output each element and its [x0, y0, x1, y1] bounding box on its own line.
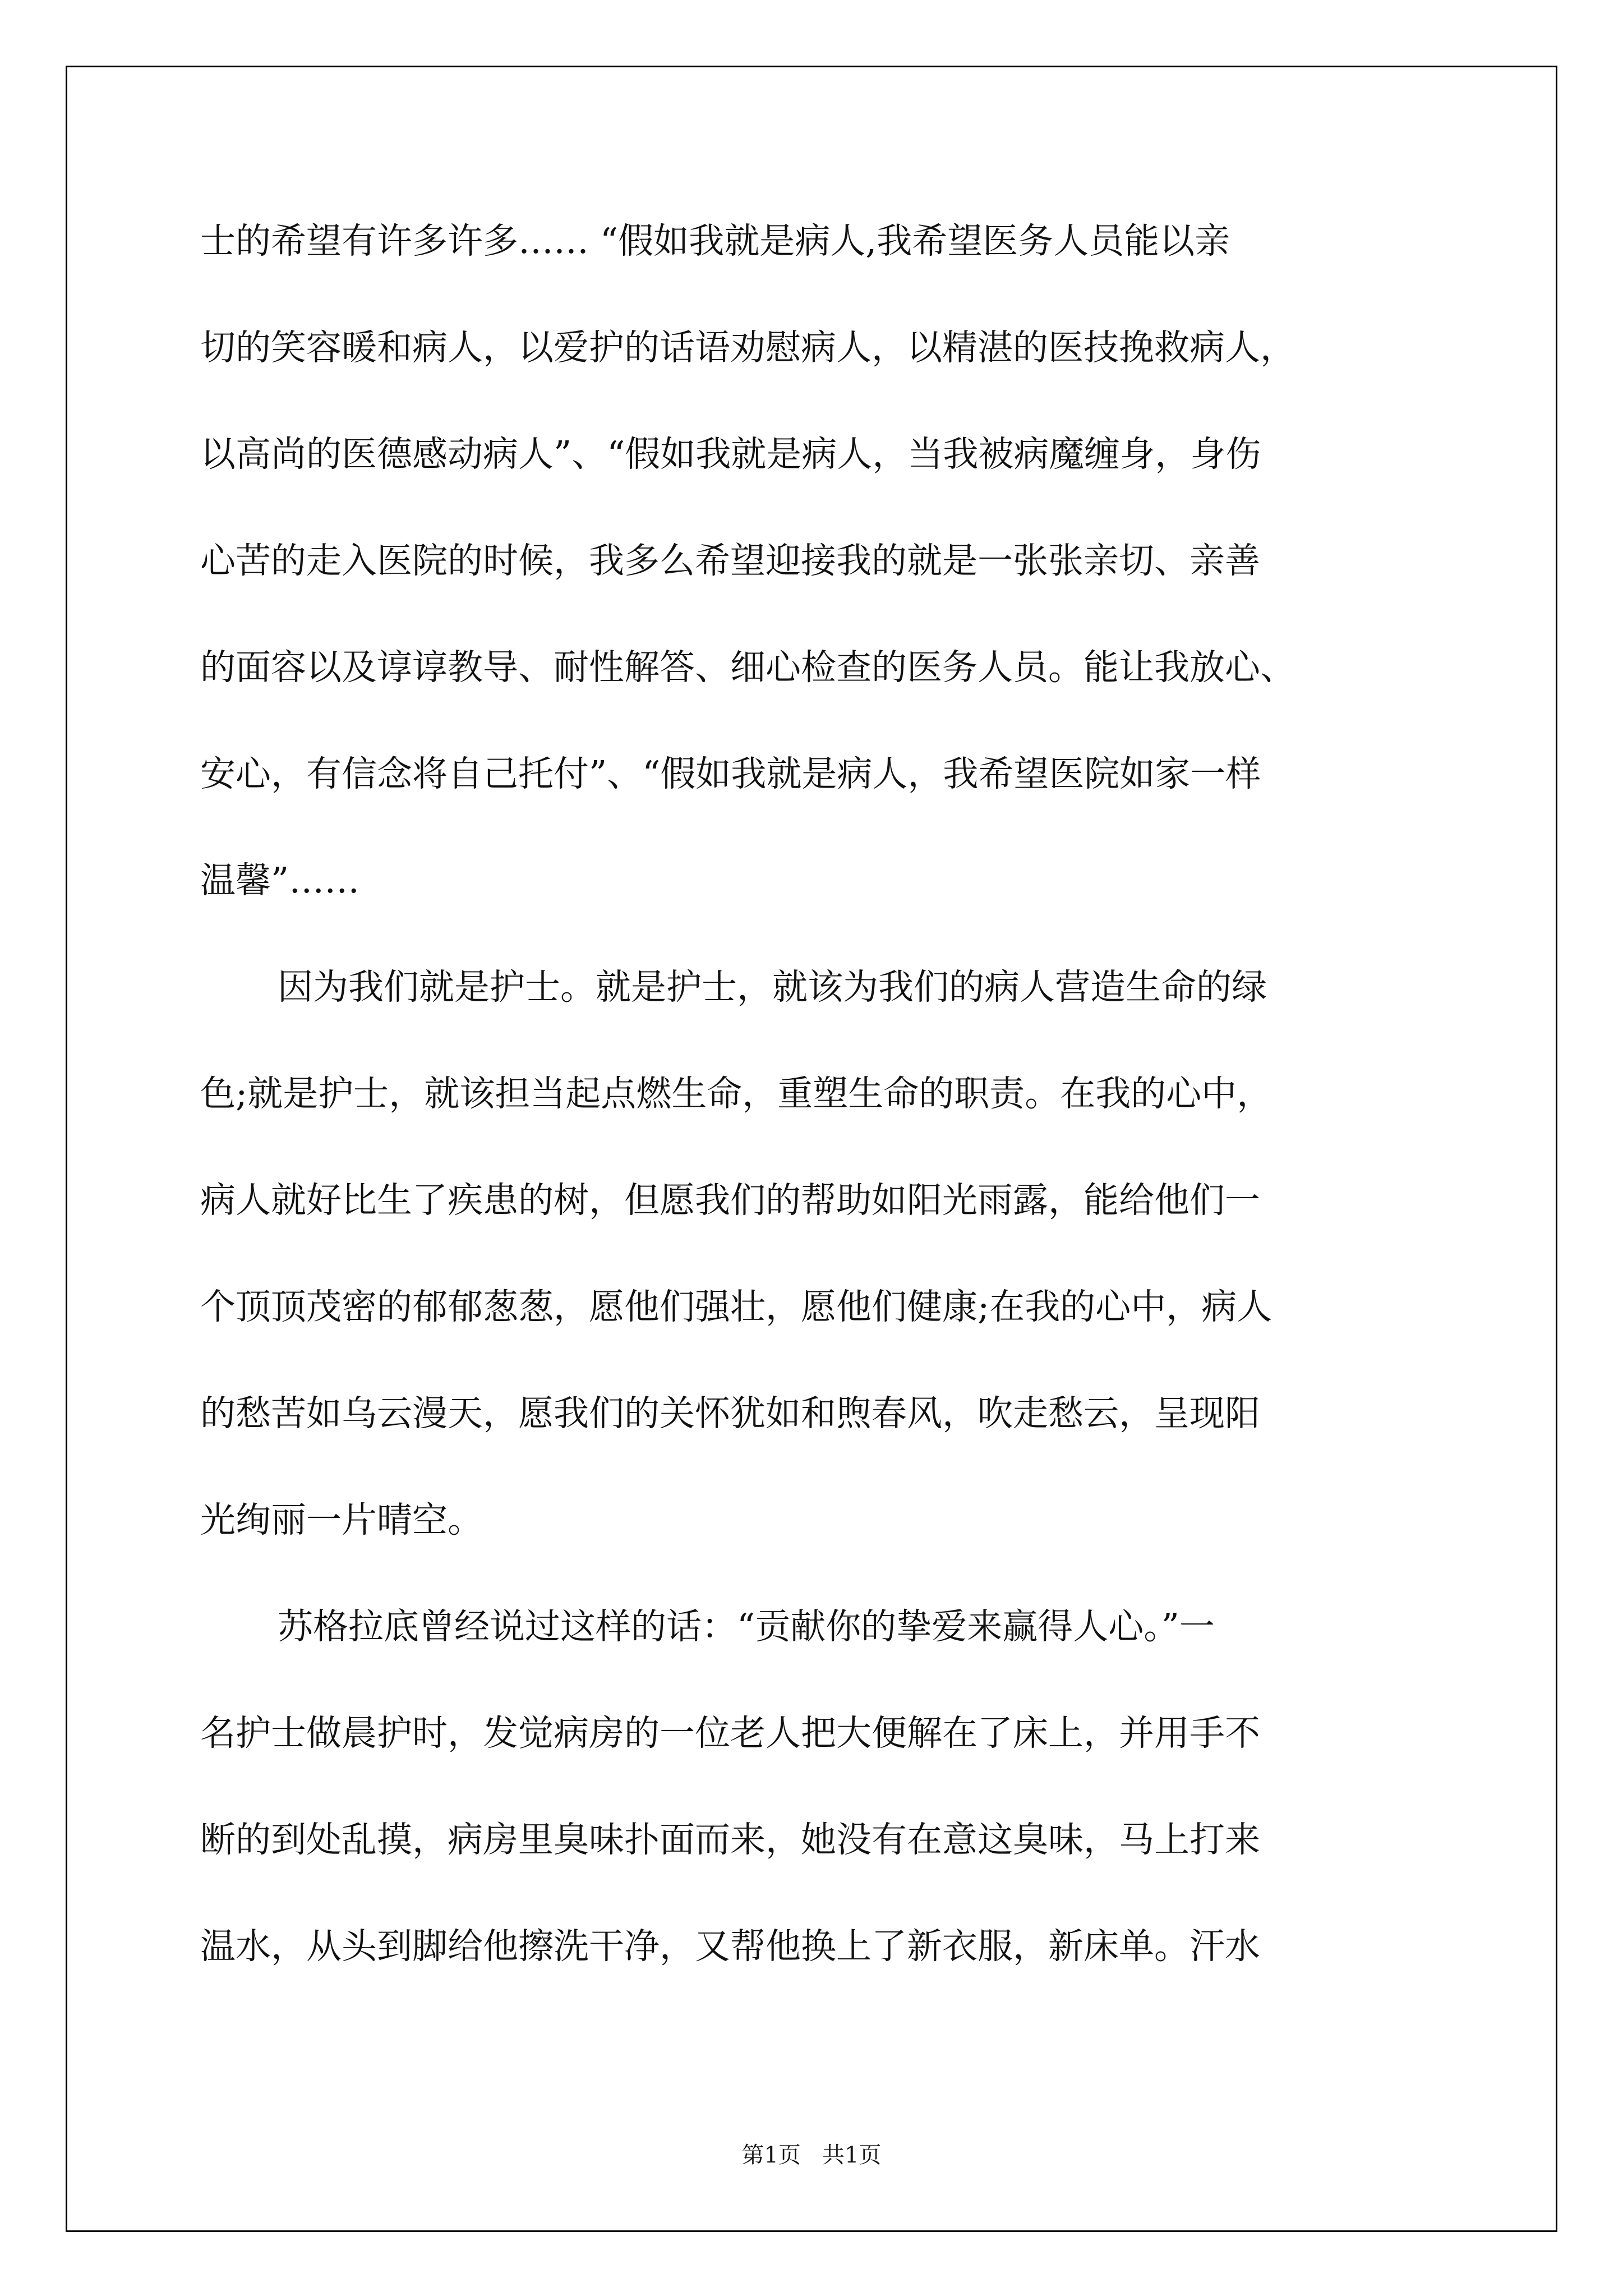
text-line: 的面容以及谆谆教导、耐性解答、细心检查的医务人员。能让我放心、	[200, 647, 1295, 688]
text-line: 的愁苦如乌云漫天，愿我们的关怀犹如和煦春风，吹走愁云，呈现阳	[200, 1393, 1260, 1434]
text-line: 色;就是护士，就该担当起点燃生命，重塑生命的职责。在我的心中，	[200, 1073, 1272, 1114]
document-body	[200, 208, 1434, 2019]
text-line: 光绚丽一片晴空。	[200, 1499, 483, 1540]
text-line: 温馨”……	[200, 860, 360, 901]
text-line: 安心，有信念将自己托付”、“假如我就是病人，我希望医院如家一样	[200, 753, 1261, 794]
text-line: 病人就好比生了疾患的树，但愿我们的帮助如阳光雨露，能给他们一	[200, 1180, 1260, 1221]
text-line: 因为我们就是护士。就是护士，就该为我们的病人营造生命的绿	[278, 967, 1267, 1007]
page-footer: 第1页 共1页	[741, 2142, 882, 2168]
text-line: 温水，从头到脚给他擦洗干净，又帮他换上了新衣服，新床单。汗水	[200, 1926, 1260, 1967]
text-line: 苏格拉底曾经说过这样的话：“贡献你的挚爱来赢得人心。”一	[278, 1606, 1215, 1647]
text-line: 切的笑容暖和病人，以爱护的话语劝慰病人，以精湛的医技挽救病人，	[200, 327, 1295, 368]
text-line: 士的希望有许多许多…… “假如我就是病人,我希望医务人员能以亲	[200, 220, 1230, 261]
text-line: 以高尚的医德感动病人”、“假如我就是病人，当我被病魔缠身，身伤	[200, 434, 1261, 475]
text-line: 断的到处乱摸，病房里臭味扑面而来，她没有在意这臭味，马上打来	[200, 1819, 1260, 1860]
text-line: 个顶顶茂密的郁郁葱葱，愿他们强壮，愿他们健康;在我的心中，病人	[200, 1286, 1272, 1327]
text-line: 名护士做晨护时，发觉病房的一位老人把大便解在了床上，并用手不	[200, 1713, 1260, 1754]
text-line: 心苦的走入医院的时候，我多么希望迎接我的就是一张张亲切、亲善	[200, 540, 1260, 581]
